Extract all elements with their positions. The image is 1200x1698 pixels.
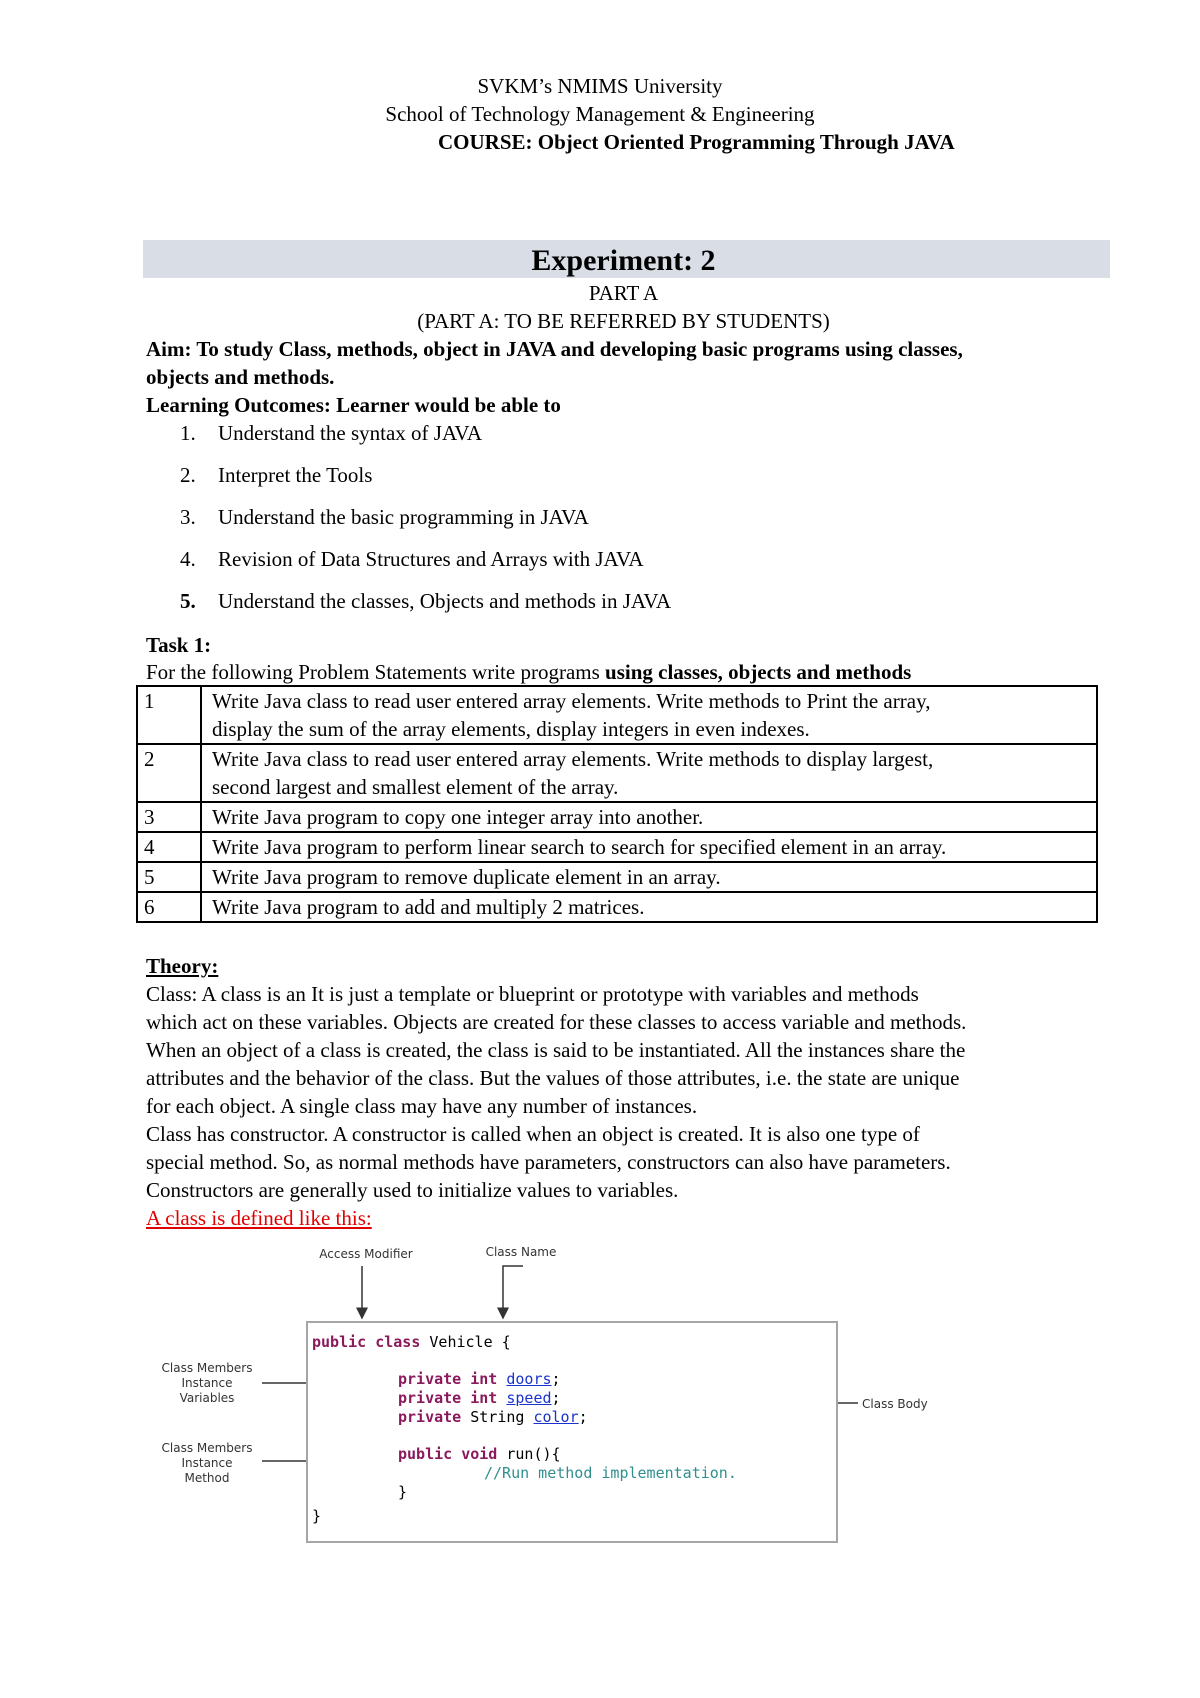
task-line: Write Java class to read user entered array elements. Write methods to Print the array,	[212, 689, 931, 713]
code-keyword: public void	[398, 1445, 498, 1463]
code-line-4	[398, 1408, 588, 1426]
code-keyword: private int	[398, 1389, 498, 1407]
course-title: COURSE: Object Oriented Programming Through JAVA	[438, 130, 955, 154]
aim-line-1: Aim: To study Class, methods, object in JAVA and developing basic programs using classes,	[146, 337, 963, 361]
theory-heading: Theory:	[146, 954, 219, 978]
task-heading: Task 1:	[146, 633, 212, 657]
code-line-2	[398, 1370, 561, 1388]
theory-line: for each object. A single class may have any number of instances.	[146, 1094, 698, 1118]
university-name: SVKM’s NMIMS University	[477, 74, 723, 98]
theory-line: which act on these variables. Objects are created for these classes to access variable and methods.	[146, 1010, 967, 1034]
outcome-text: Understand the basic programming in JAVA	[218, 505, 589, 529]
code-keyword: private int	[398, 1370, 498, 1388]
class-name-label: Class Name	[485, 1245, 557, 1259]
code-line-5	[398, 1445, 561, 1463]
outcome-text: Revision of Data Structures and Arrays with JAVA	[218, 547, 644, 571]
task-number: 1	[137, 686, 201, 744]
code-type: String	[461, 1408, 534, 1426]
theory-line: When an object of a class is created, the class is said to be instantiated. All the instances share the	[146, 1038, 966, 1062]
class-name-arrow	[503, 1266, 523, 1318]
task-number: 5	[137, 862, 201, 892]
outcome-number: 4.	[180, 547, 196, 571]
code-line-1	[312, 1333, 511, 1351]
code-comment: //Run method implementation.	[484, 1464, 737, 1482]
label-line: Instance	[181, 1376, 233, 1390]
outcome-number: 2.	[180, 463, 196, 487]
code-keyword: private	[398, 1408, 462, 1426]
outcome-text: Understand the classes, Objects and methods in JAVA	[218, 589, 671, 613]
part-note: (PART A: TO BE REFERRED BY STUDENTS)	[417, 309, 830, 333]
aim-line-2: objects and methods.	[146, 365, 335, 389]
part-label: PART A	[588, 281, 659, 305]
class-body-label: Class Body	[862, 1397, 928, 1411]
code-text: run(){	[497, 1445, 561, 1463]
task-intro-plain: For the following Problem Statements write programs	[146, 660, 606, 684]
code-line-7: }	[398, 1483, 408, 1501]
theory-line: Class has constructor. A constructor is called when an object is created. It is also one type of	[146, 1122, 920, 1146]
theory-line: Class: A class is an It is just a template or blueprint or prototype with variables and methods	[146, 982, 919, 1006]
class-defined-caption: A class is defined like this:	[146, 1206, 372, 1230]
code-semicolon: ;	[551, 1370, 561, 1388]
outcome-text: Understand the syntax of JAVA	[218, 421, 483, 445]
task-number: 4	[137, 832, 201, 862]
code-field: doors	[506, 1370, 552, 1388]
label-line: Class Members	[161, 1361, 253, 1375]
task-description: Write Java program to add and multiply 2 matrices.	[201, 892, 1097, 922]
code-field: color	[533, 1408, 579, 1426]
outcome-text: Interpret the Tools	[218, 463, 373, 487]
experiment-title: Experiment: 2	[531, 244, 716, 277]
school-name: School of Technology Management & Engineering	[385, 102, 815, 126]
task-description: Write Java program to remove duplicate element in an array.	[201, 862, 1097, 892]
label-line: Variables	[179, 1391, 235, 1405]
label-line: Method	[184, 1471, 230, 1485]
task-number: 3	[137, 802, 201, 832]
outcome-number: 1.	[180, 421, 196, 445]
code-line-8: }	[312, 1507, 322, 1525]
task-number: 6	[137, 892, 201, 922]
theory-line: attributes and the behavior of the class. But the values of those attributes, i.e. the state are unique	[146, 1066, 960, 1090]
code-field: speed	[506, 1389, 552, 1407]
outcome-number: 5.	[180, 589, 196, 613]
theory-line: special method. So, as normal methods have parameters, constructors can also have parameters.	[146, 1150, 951, 1174]
code-line-3	[398, 1389, 561, 1407]
task-intro-bold: using classes, objects and methods	[605, 660, 912, 684]
access-modifier-label: Access Modifier	[319, 1247, 413, 1261]
task-line: display the sum of the array elements, display integers in even indexes.	[212, 717, 810, 741]
code-semicolon: ;	[551, 1389, 561, 1407]
code-box	[306, 1321, 838, 1543]
label-line: Instance	[181, 1456, 233, 1470]
task-number: 2	[137, 744, 201, 802]
label-line: Class Members	[161, 1441, 253, 1455]
task-description: Write Java program to copy one integer array into another.	[201, 802, 1097, 832]
outcome-number: 3.	[180, 505, 196, 529]
code-keyword: public class	[312, 1333, 421, 1351]
code-text: Vehicle {	[420, 1333, 511, 1351]
code-semicolon: ;	[578, 1408, 588, 1426]
task-description: Write Java program to perform linear search to search for specified element in an array.	[201, 832, 1097, 862]
task-line: second largest and smallest element of the array.	[212, 775, 619, 799]
learning-outcomes-heading: Learning Outcomes: Learner would be able to	[146, 393, 561, 417]
theory-line: Constructors are generally used to initialize values to variables.	[146, 1178, 679, 1202]
task-line: Write Java class to read user entered array elements. Write methods to display largest,	[212, 747, 934, 771]
